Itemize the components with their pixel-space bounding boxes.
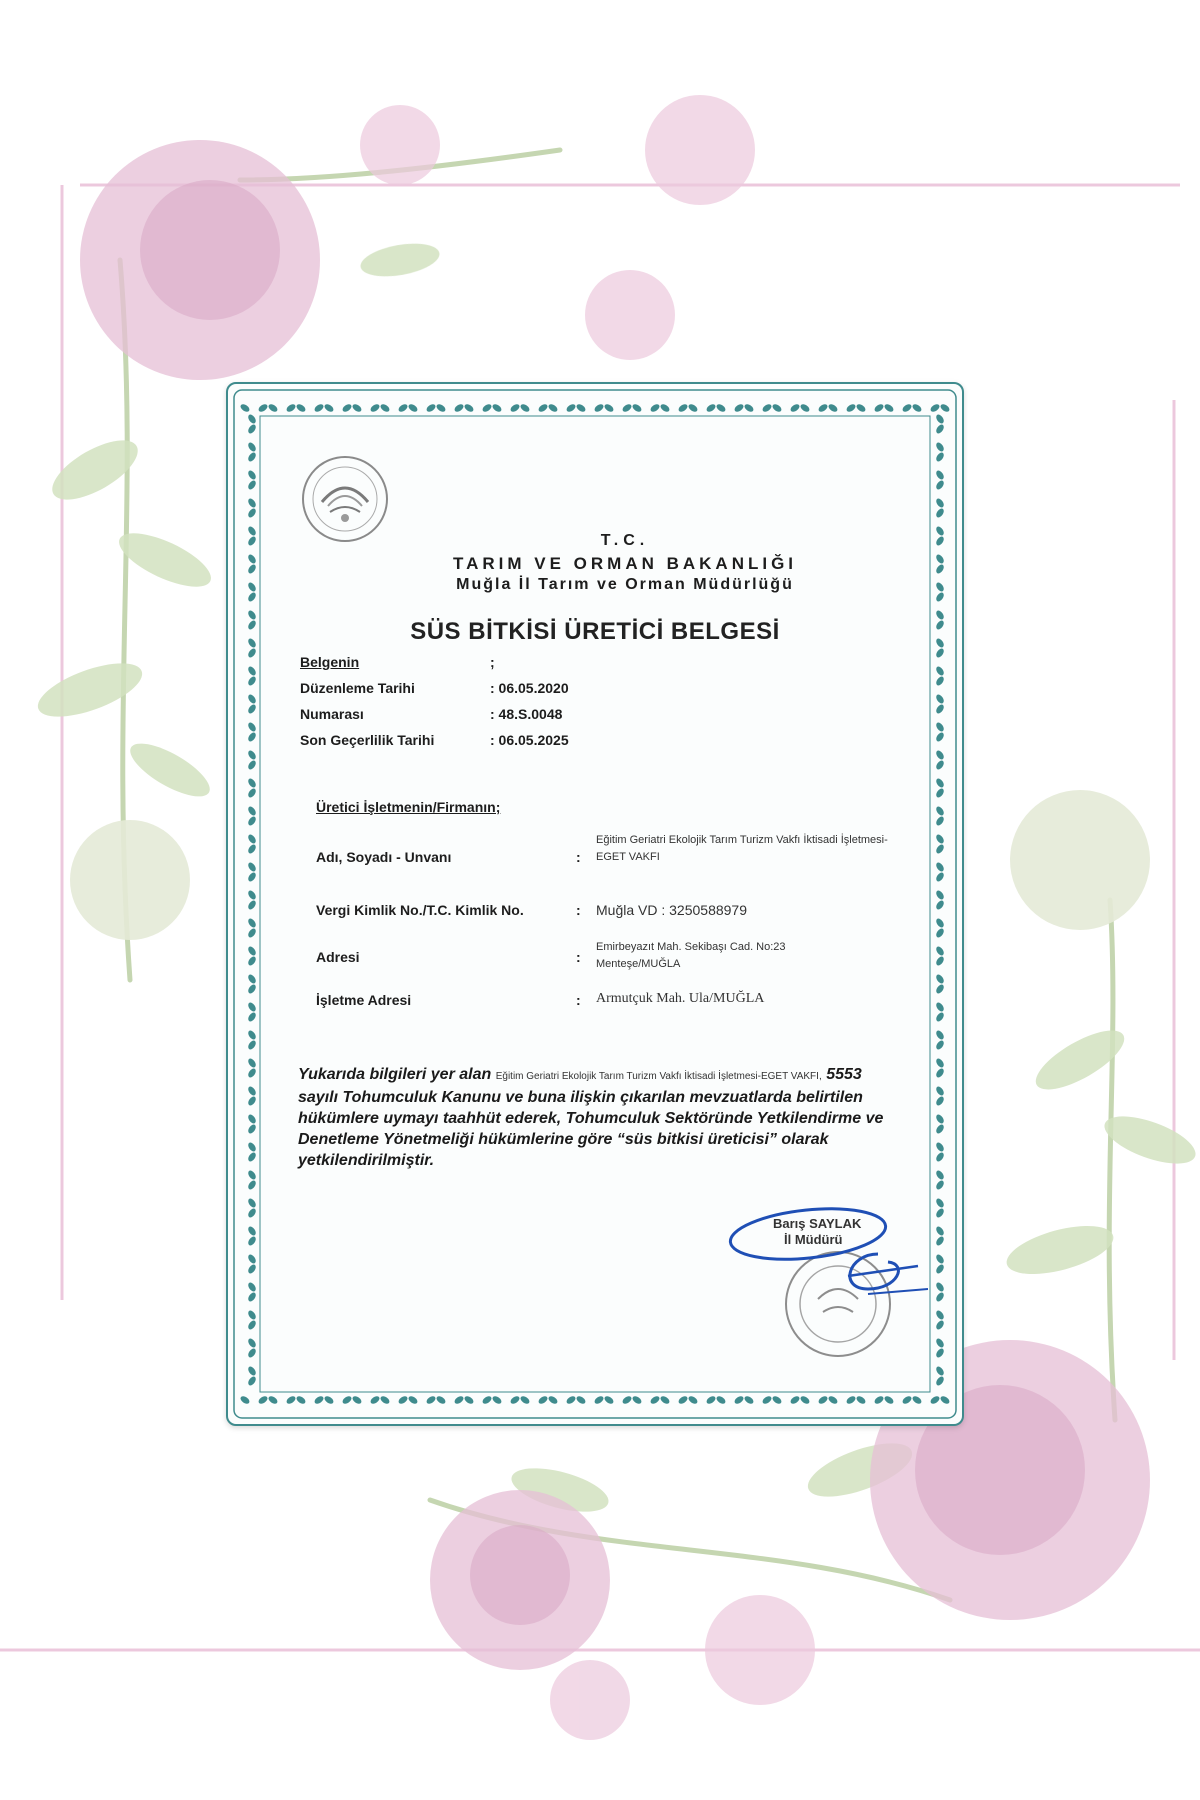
firm-label: Vergi Kimlik No./T.C. Kimlik No.	[316, 902, 524, 918]
belge-value: : 06.05.2025	[490, 732, 569, 748]
firm-colon: :	[576, 902, 581, 918]
belge-label: Numarası	[300, 706, 364, 722]
firm-label: Adı, Soyadı - Unvanı	[316, 849, 452, 865]
header-directorate: Muğla İl Tarım ve Orman Müdürlüğü	[456, 576, 794, 593]
statement-firm: Eğitim Geriatri Ekolojik Tarım Turizm Vakfı İktisadi İşletmesi-EGET VAKFI,	[495, 1071, 822, 1082]
signatory-title: İl Müdürü	[784, 1232, 843, 1247]
signature-scribble-icon	[728, 1194, 928, 1364]
belge-heading-label: Belgenin	[300, 654, 360, 670]
statement-lead: Yukarıda bilgileri yer alan	[298, 1066, 492, 1083]
certificate-card	[226, 382, 964, 1426]
belge-row	[300, 732, 569, 748]
firm-heading: Üretici İşletmenin/Firmanın;	[316, 799, 501, 815]
firm-colon: :	[576, 849, 581, 865]
header-tc: T.C.	[600, 532, 650, 549]
authorization-statement	[298, 1064, 898, 1171]
belge-value: : 06.05.2020	[490, 680, 569, 696]
firm-value: Armutçuk Mah. Ula/MUĞLA	[596, 991, 765, 1006]
firm-label: Adresi	[316, 949, 360, 965]
statement-body: 5553 sayılı Tohumculuk Kanunu ve buna ilişkin çıkarılan mevzuatlarda belirtilen hükümlere uymayı taahhüt ederek, Tohumculuk Sektöründe Yetkilendirme ve Denetleme Yönetmeliği hükümlerine göre “süs bitkisi üreticisi” olarak yetkilendirilmiştir.	[298, 1066, 884, 1169]
belge-row	[300, 706, 563, 722]
firm-value: Muğla VD : 3250588979	[596, 902, 747, 918]
firm-value: Emirbeyazıt Mah. Sekibaşı Cad. No:23 Menteşe/MUĞLA	[596, 941, 786, 970]
belge-value: : 48.S.0048	[490, 706, 563, 722]
belge-label: Düzenleme Tarihi	[300, 680, 415, 696]
belge-label: Son Geçerlilik Tarihi	[300, 732, 435, 748]
firm-colon: :	[576, 992, 581, 1008]
signatory-name: Barış SAYLAK	[773, 1216, 862, 1231]
firm-colon: :	[576, 949, 581, 965]
firm-label: İşletme Adresi	[316, 992, 412, 1008]
belge-heading-colon: ;	[490, 654, 495, 670]
certificate-title: SÜS BİTKİSİ ÜRETİCİ BELGESİ	[410, 618, 780, 645]
belge-heading	[300, 654, 495, 670]
firm-value: Eğitim Geriatri Ekolojik Tarım Turizm Vakfı İktisadi İşletmesi-EGET VAKFI	[596, 834, 888, 863]
ministry-seal-icon	[300, 454, 390, 544]
belge-row	[300, 680, 569, 696]
header-ministry: TARIM VE ORMAN BAKANLIĞI	[452, 554, 798, 573]
